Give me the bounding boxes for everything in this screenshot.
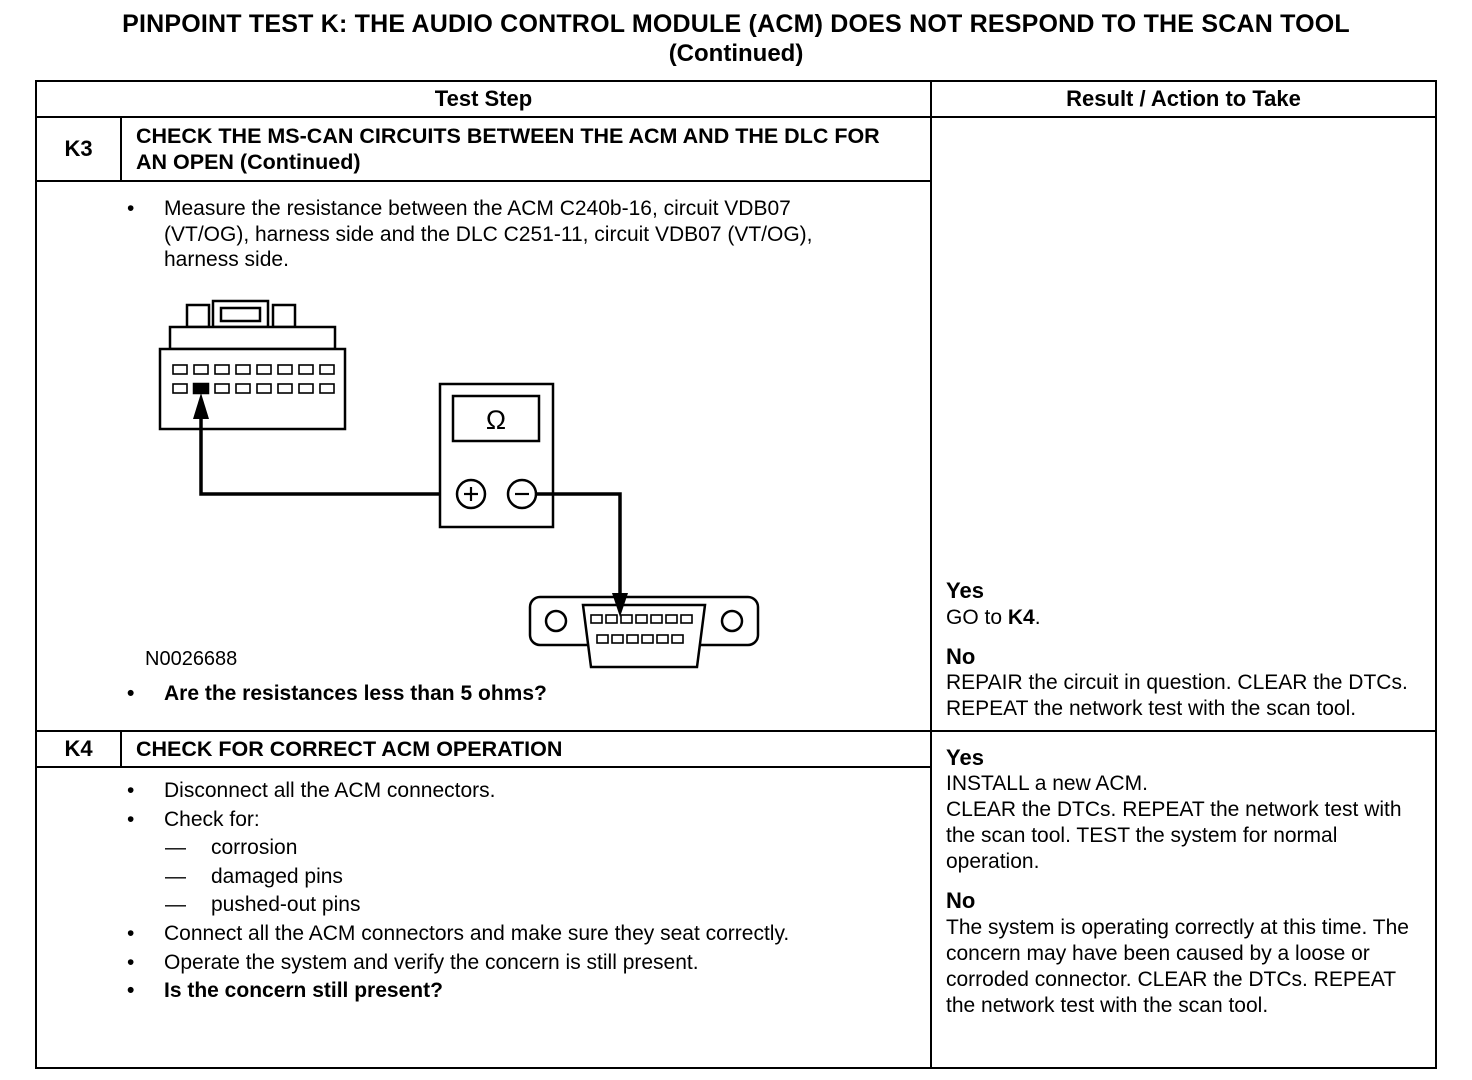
k3-result-cell <box>932 118 1435 730</box>
k4-check-item <box>37 835 930 861</box>
k4-instruction <box>37 807 930 833</box>
k3-step-header <box>37 118 930 182</box>
column-header-result: Result / Action to Take <box>932 82 1435 118</box>
column-header-test-step: Test Step <box>37 82 932 118</box>
k3-yes-action-suffix: . <box>1034 605 1041 629</box>
k4-yes-label: Yes <box>946 745 984 770</box>
k4-instruction-text: • Operate the system and verify the concern is still present. <box>164 950 699 974</box>
figure-label: N0026688 <box>145 647 238 670</box>
k4-result-cell <box>932 730 1435 1067</box>
ohm-symbol: Ω <box>485 404 507 435</box>
k4-instruction-text: • Disconnect all the ACM connectors. <box>164 779 496 802</box>
k4-step-number: K4 <box>37 732 122 766</box>
k4-check-item <box>37 864 930 890</box>
k4-step-header <box>37 732 930 768</box>
acm-connector <box>160 301 345 429</box>
k3-yes-action-target: K4 <box>1007 605 1035 629</box>
k3-no-action: REPAIR the circuit in question. CLEAR the DTCs. REPEAT the network test with the scan tool. <box>946 670 1408 720</box>
measurement-diagram <box>145 297 785 675</box>
k3-question <box>37 681 930 707</box>
plus-terminal-icon <box>457 480 485 508</box>
k4-step-body <box>37 768 930 1067</box>
k4-instruction <box>37 950 930 976</box>
page-title-continued: (Continued) <box>668 40 804 67</box>
k3-instruction-text: • Measure the resistance between the ACM C240b-16, circuit VDB07 (VT/OG), harness side and the DLC C251-11, circuit VDB07 (VT/OG), harness side. <box>164 197 813 272</box>
k4-question <box>37 978 930 1004</box>
k3-yes-action <box>946 605 1423 631</box>
k4-instruction <box>37 921 930 947</box>
k4-instruction-text: • Check for: <box>164 807 260 831</box>
k4-instruction <box>37 778 930 804</box>
k3-step-title: CHECK THE MS-CAN CIRCUITS BETWEEN THE ACM AND THE DLC FOR AN OPEN (Continued) <box>136 123 880 174</box>
k3-diagram-block <box>145 297 930 675</box>
k4-step-title: CHECK FOR CORRECT ACM OPERATION <box>136 736 563 761</box>
k3-yes-action-prefix: GO to <box>946 605 1008 629</box>
k4-test-step-cell <box>37 730 932 1067</box>
k4-instruction-text: • Connect all the ACM connectors and make sure they seat correctly. <box>164 922 790 946</box>
k4-check-item-text: — damaged pins <box>211 864 343 888</box>
k3-instruction <box>37 196 930 273</box>
k3-step-body <box>37 182 930 730</box>
k4-check-item <box>37 892 930 918</box>
k4-yes-action-line1: INSTALL a new ACM. <box>946 772 1148 796</box>
k4-no-label: No <box>946 888 976 914</box>
dlc-connector <box>530 597 758 667</box>
k3-test-step-cell <box>37 118 932 730</box>
k4-question-text: • Is the concern still present? <box>164 979 443 1003</box>
k3-question-text: • Are the resistances less than 5 ohms? <box>164 681 547 705</box>
k4-yes-action-line2: CLEAR the DTCs. REPEAT the network test with the scan tool. TEST the system for normal operation. <box>946 798 1402 874</box>
k4-check-item-text: — pushed-out pins <box>211 893 361 917</box>
pinpoint-test-table <box>35 80 1437 1069</box>
acm-target-pin <box>194 384 208 393</box>
k3-step-number: K3 <box>37 118 122 180</box>
k3-yes-label: Yes <box>946 578 984 604</box>
k4-check-item-text: — corrosion <box>211 836 298 860</box>
k4-no-action: The system is operating correctly at this time. The concern may have been caused by a loose or corroded connector. CLEAR the DTCs. REPEAT the network test with the scan tool. <box>946 915 1409 1017</box>
multimeter <box>440 384 553 527</box>
k3-no-label: No <box>946 643 976 669</box>
page-title: PINPOINT TEST K: THE AUDIO CONTROL MODULE (ACM) DOES NOT RESPOND TO THE SCAN TOOL <box>122 10 1350 38</box>
minus-terminal-icon <box>508 480 536 508</box>
